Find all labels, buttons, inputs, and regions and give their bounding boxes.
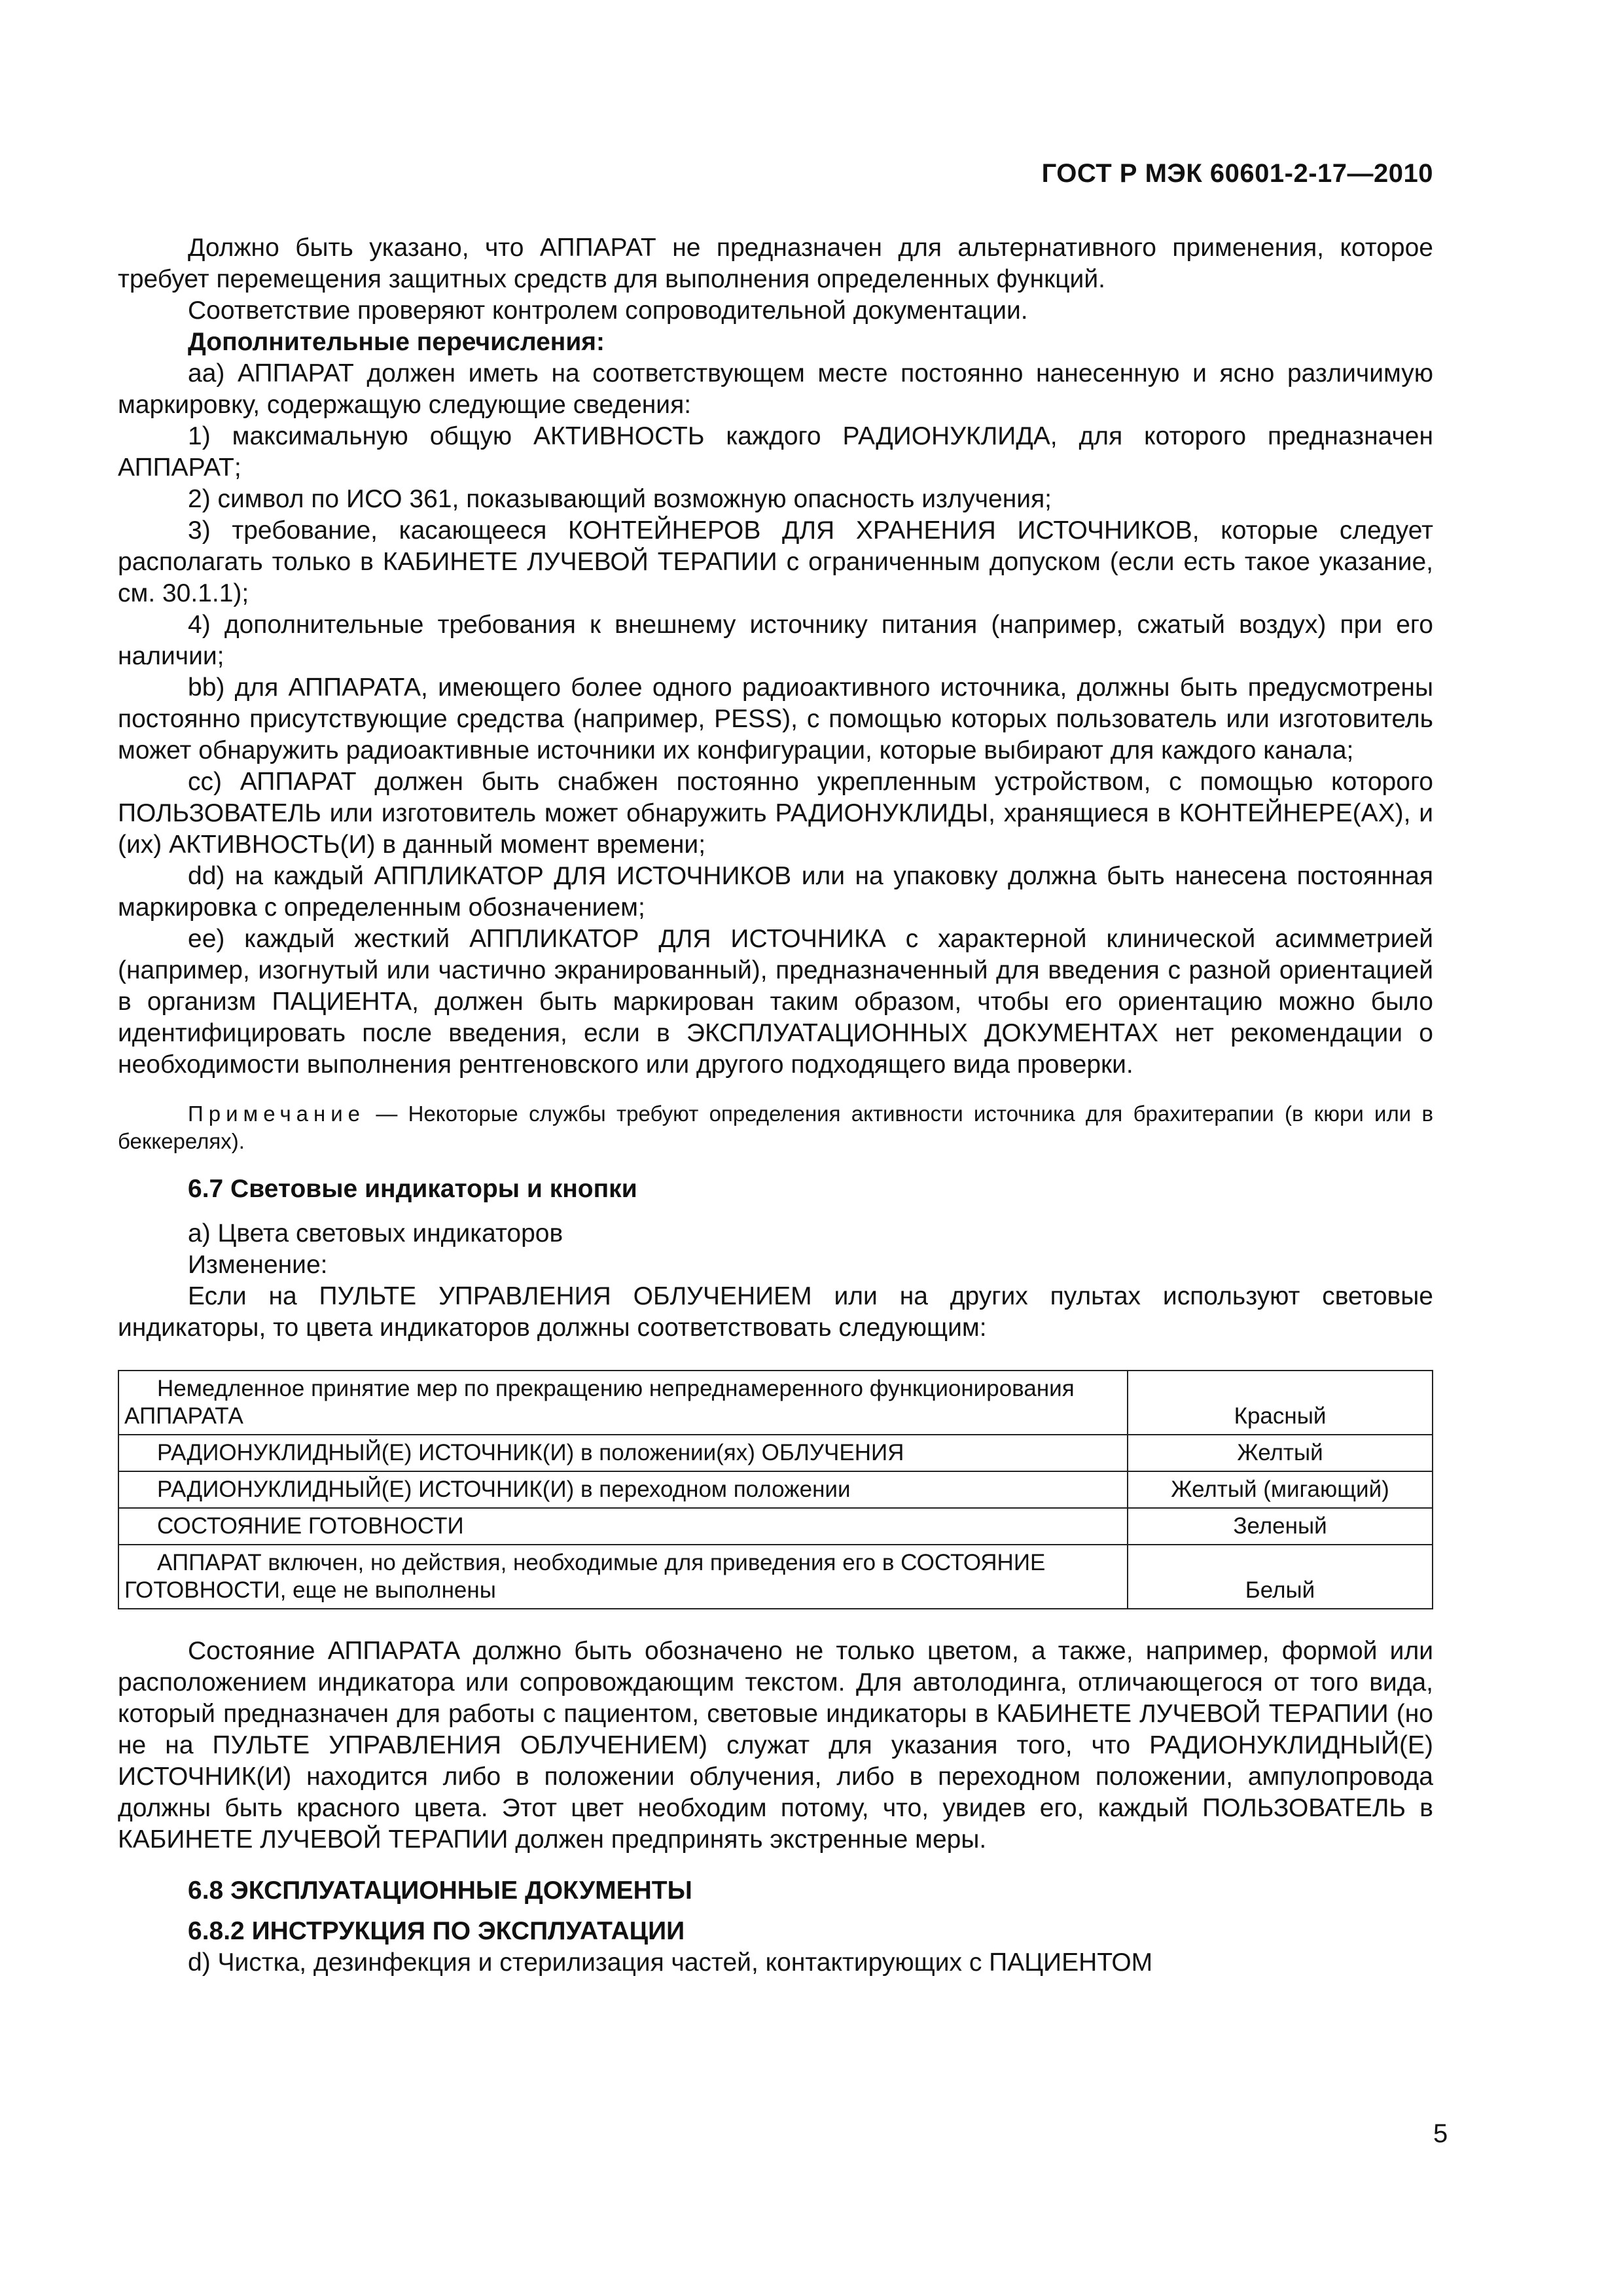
table-cell-color: Белый	[1128, 1545, 1433, 1609]
paragraph: Соответствие проверяют контролем сопроводительной документации.	[188, 296, 1028, 325]
table-cell-color: Зеленый	[1128, 1508, 1433, 1545]
section-heading-6-8-2: 6.8.2 ИНСТРУКЦИЯ ПО ЭКСПЛУАТАЦИИ	[188, 1917, 685, 1945]
section-heading-6-8: 6.8 ЭКСПЛУАТАЦИОННЫЕ ДОКУМЕНТЫ	[188, 1876, 692, 1905]
table-row	[118, 1435, 1433, 1471]
subheading-additional: Дополнительные перечисления:	[188, 328, 605, 356]
table-row	[118, 1471, 1433, 1508]
list-item-cc: cc) АППАРАТ должен быть снабжен постоянно укрепленным устройством, с помощью которого ПОЛЬЗОВАТЕЛЬ или изготовитель может обнаружить РАДИОНУКЛИДЫ, хранящиеся в КОНТЕЙНЕРЕ(АХ), и (их) АКТИВНОСТЬ(И) в данный момент времени;	[118, 768, 1433, 859]
table-cell-color: Красный	[1128, 1371, 1433, 1435]
list-item-aa-2: 2) символ по ИСО 361, показывающий возможную опасность излучения;	[188, 485, 1052, 513]
list-item-aa: аа) АППАРАТ должен иметь на соответствующем месте постоянно нанесенную и ясно различимую маркировку, содержащую следующие сведения:	[118, 359, 1433, 419]
list-item-ee: ee) каждый жесткий АППЛИКАТОР ДЛЯ ИСТОЧНИКА с характерной клинической асимметрией (например, изогнутый или частично экранированный), предназначенный для введения с разной ориентацией в организм ПАЦИЕНТА, должен быть маркирован таким образом, чтобы его ориентацию можно было идентифицировать после введения, если в ЭКСПЛУАТАЦИОННЫХ ДОКУМЕНТАХ нет рекомендации о необходимости выполнения рентгеновского или другого подходящего вида проверки.	[118, 925, 1433, 1079]
table-cell-color: Желтый	[1128, 1435, 1433, 1471]
note-label: Примечание	[188, 1102, 366, 1126]
change-label: Изменение:	[188, 1251, 328, 1279]
table-row	[118, 1508, 1433, 1545]
table-cell-condition: Немедленное принятие мер по прекращению непреднамеренного функционирования АППАРАТА	[118, 1371, 1128, 1435]
table-row	[118, 1371, 1433, 1435]
list-item-aa-3: 3) требование, касающееся КОНТЕЙНЕРОВ ДЛЯ ХРАНЕНИЯ ИСТОЧНИКОВ, которые следует располагать только в КАБИНЕТЕ ЛУЧЕВОЙ ТЕРАПИИ с ограниченным допуском (если есть такое указание, см. 30.1.1);	[118, 516, 1433, 607]
table-cell-condition: СОСТОЯНИЕ ГОТОВНОСТИ	[118, 1508, 1128, 1545]
list-item-a: а) Цвета световых индикаторов	[188, 1219, 563, 1247]
list-item-dd: dd) на каждый АППЛИКАТОР ДЛЯ ИСТОЧНИКОВ или на упаковку должна быть нанесена постоянная маркировка с определенным обозначением;	[118, 862, 1433, 922]
table-cell-condition: РАДИОНУКЛИДНЫЙ(Е) ИСТОЧНИК(И) в переходном положении	[118, 1471, 1128, 1508]
page-number: 5	[1433, 2119, 1448, 2148]
list-item-aa-1: 1) максимальную общую АКТИВНОСТЬ каждого РАДИОНУКЛИДА, для которого предназначен АППАРАТ;	[118, 422, 1433, 482]
paragraph: Если на ПУЛЬТЕ УПРАВЛЕНИЯ ОБЛУЧЕНИЕМ или на других пультах используют световые индикаторы, то цвета индикаторов должны соответствовать следующим:	[118, 1282, 1433, 1342]
note-text: — Некоторые службы требуют определения активности источника для брахитерапии (в кюри или в беккерелях).	[118, 1102, 1434, 1153]
table-row	[118, 1545, 1433, 1609]
document-header: ГОСТ Р МЭК 60601-2-17—2010	[1041, 159, 1433, 188]
list-item-d: d) Чистка, дезинфекция и стерилизация частей, контактирующих с ПАЦИЕНТОМ	[188, 1948, 1153, 1977]
table-cell-color: Желтый (мигающий)	[1128, 1471, 1433, 1508]
paragraph: Состояние АППАРАТА должно быть обозначено не только цветом, а также, например, формой или расположением индикатора или сопровождающим текстом. Для автолодинга, отличающегося от того вида, который предназначен для работы с пациентом, световые индикаторы в КАБИНЕТЕ ЛУЧЕВОЙ ТЕРАПИИ (но не на ПУЛЬТЕ УПРАВЛЕНИЯ ОБЛУЧЕНИЕМ) служат для указания того, что РАДИОНУКЛИДНЫЙ(Е) ИСТОЧНИК(И) находится либо в положении облучения, либо в переходном положении, ампулопровода должны быть красного цвета. Этот цвет необходим потому, что, увидев его, каждый ПОЛЬЗОВАТЕЛЬ в КАБИНЕТЕ ЛУЧЕВОЙ ТЕРАПИИ должен предпринять экстренные меры.	[118, 1637, 1433, 1854]
table-cell-condition: РАДИОНУКЛИДНЫЙ(Е) ИСТОЧНИК(И) в положении(ях) ОБЛУЧЕНИЯ	[118, 1435, 1128, 1471]
table-cell-condition: АППАРАТ включен, но действия, необходимые для приведения его в СОСТОЯНИЕ ГОТОВНОСТИ, еще не выполнены	[118, 1545, 1128, 1609]
list-item-aa-4: 4) дополнительные требования к внешнему источнику питания (например, сжатый воздух) при его наличии;	[118, 611, 1433, 670]
page-body	[118, 232, 1433, 1979]
paragraph: Должно быть указано, что АППАРАТ не предназначен для альтернативного применения, которое требует перемещения защитных средств для выполнения определенных функций.	[118, 234, 1433, 293]
section-heading-6-7: 6.7 Световые индикаторы и кнопки	[188, 1175, 637, 1203]
note	[118, 1100, 1433, 1155]
indicator-color-table	[118, 1370, 1433, 1609]
list-item-bb: bb) для АППАРАТА, имеющего более одного радиоактивного источника, должны быть предусмотрены постоянно присутствующие средства (например, PESS), с помощью которых пользователь или изготовитель может обнаружить радиоактивные источники их конфигурации, которые выбирают для каждого канала;	[118, 673, 1433, 764]
